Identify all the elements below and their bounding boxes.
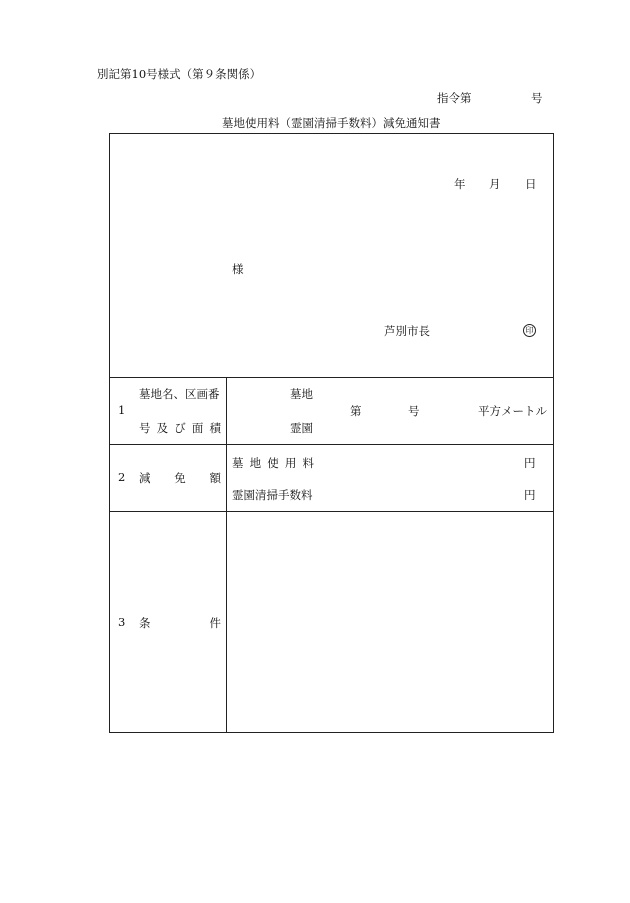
row-number: 1 xyxy=(118,403,126,417)
row-label-line2 xyxy=(139,420,221,436)
label-char: 号 xyxy=(139,421,151,435)
lot-prefix: 第 xyxy=(350,404,362,418)
label-char: 料 xyxy=(302,456,314,470)
cleaning-fee-label: 霊園清掃手数料 xyxy=(232,488,313,502)
label-char: 墓 xyxy=(232,456,244,470)
cemetery-fee-unit: 円 xyxy=(524,456,536,470)
row-label xyxy=(139,615,221,631)
label-char: 用 xyxy=(284,456,297,470)
divider-header-row1 xyxy=(109,377,554,378)
label-char: 額 xyxy=(209,471,221,485)
cemetery-fee-label xyxy=(232,455,314,471)
date-day: 日 xyxy=(525,177,537,191)
date-month: 月 xyxy=(489,177,501,191)
document-title: 墓地使用料（霊園清掃手数料）減免通知書 xyxy=(222,116,441,130)
label-char: 件 xyxy=(209,616,221,630)
label-char: 使 xyxy=(267,456,279,470)
divider-row2-row3 xyxy=(109,511,554,512)
lot-suffix: 号 xyxy=(408,404,420,418)
row-number: 3 xyxy=(118,615,126,629)
label-char: 及 xyxy=(156,421,169,435)
notice-number-suffix: 号 xyxy=(531,91,543,105)
row-label xyxy=(139,470,221,486)
label-char: 免 xyxy=(174,471,186,485)
addressee-honorific: 様 xyxy=(232,262,244,276)
issuer-name: 芦別市長 xyxy=(384,324,430,338)
date-year: 年 xyxy=(454,177,466,191)
row-label-line1: 墓地名、区画番 xyxy=(139,387,220,401)
label-char: 条 xyxy=(139,616,151,630)
form-label: 別記第10号様式（第９条関係） xyxy=(97,67,262,81)
label-char: び xyxy=(174,421,186,435)
label-char: 減 xyxy=(139,471,151,485)
label-char: 地 xyxy=(249,456,262,470)
label-column-divider xyxy=(226,377,227,733)
row-number: 2 xyxy=(118,470,126,484)
divider-row1-row2 xyxy=(109,444,554,445)
cemetery-type-option: 墓地 xyxy=(290,387,313,401)
seal-mark: 印 xyxy=(523,324,536,337)
label-char: 面 xyxy=(191,421,204,435)
area-unit: 平方メートル xyxy=(478,404,547,418)
cleaning-fee-unit: 円 xyxy=(524,488,536,502)
notice-number-prefix: 指令第 xyxy=(437,91,472,105)
label-char: 積 xyxy=(209,421,221,435)
cemetery-type-option: 霊園 xyxy=(290,421,313,435)
